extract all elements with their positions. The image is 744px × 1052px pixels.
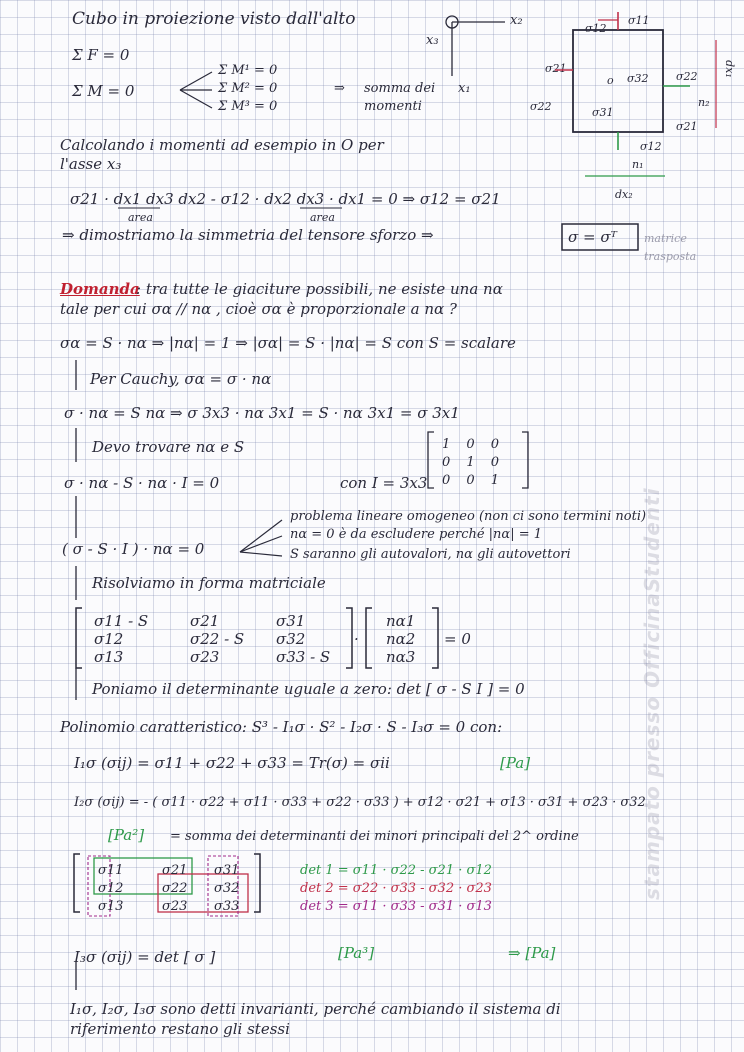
diag-s21-right: σ21 xyxy=(676,120,698,133)
minor-31: σ13 xyxy=(98,899,124,914)
sigma-alpha-line: σα = S · nα ⇒ |nα| = 1 ⇒ |σα| = S · |nα| = S con S = scalare xyxy=(60,334,516,352)
unit-Pa3: [Pa³] xyxy=(338,944,375,962)
per-cauchy: Per Cauchy, σα = σ · nα xyxy=(90,370,272,388)
axis-x3-label: x₃ xyxy=(426,33,439,48)
diag-s11: σ11 xyxy=(628,14,650,27)
minor-12: σ21 xyxy=(162,863,188,878)
area-label-2: area xyxy=(310,211,335,224)
axis-x1-label: x₁ xyxy=(458,81,471,96)
matrix-13: σ31 xyxy=(276,612,306,630)
vector-1: nα1 xyxy=(386,612,416,630)
page-title: Cubo in proiezione visto dall'alto xyxy=(72,9,356,29)
vector-3: nα3 xyxy=(386,648,416,666)
diag-o: o xyxy=(607,74,614,87)
unit-Pa2: [Pa²] xyxy=(108,826,145,844)
minor-32: σ23 xyxy=(162,899,188,914)
domanda-text-2: tale per cui σα // nα , cioè σα è proporzionale a nα ? xyxy=(60,300,457,318)
matrix-31: σ13 xyxy=(94,648,124,666)
identity-row-2: 0 1 0 xyxy=(442,455,506,470)
diag-s32: σ32 xyxy=(627,72,649,85)
domanda-text-1: : tra tutte le giaciture possibili, ne esiste una nα xyxy=(136,280,503,298)
somma-determinanti: = somma dei determinanti dei minori principali del 2^ ordine xyxy=(170,829,579,844)
matrix-33: σ33 - S xyxy=(276,648,331,666)
minor-22: σ22 xyxy=(162,881,188,896)
unit-Pa-last: ⇒ [Pa] xyxy=(508,944,556,962)
diag-s22-left: σ22 xyxy=(530,100,552,113)
matrix-eq-zero: = 0 xyxy=(444,630,471,648)
transpose-note: matrice trasposta xyxy=(644,232,697,263)
minor-11: σ11 xyxy=(98,863,124,878)
invarianti-line-2: riferimento restano gli stessi xyxy=(70,1020,290,1038)
risolviamo: Risolviamo in forma matriciale xyxy=(92,574,326,592)
moment-eq-1: Σ M¹ = 0 xyxy=(218,63,278,78)
symmetry-statement: ⇒ dimostriamo la simmetria del tensore sforzo ⇒ xyxy=(62,226,434,244)
axis-x2-label: x₂ xyxy=(510,13,523,28)
matrix-32: σ23 xyxy=(190,648,220,666)
invariant-I3: I₃σ (σij) = det [ σ ] xyxy=(74,948,216,966)
diag-n2: n₂ xyxy=(698,96,710,109)
diag-dx1: dx₁ xyxy=(722,60,736,78)
identity-row-3: 0 0 1 xyxy=(442,473,506,488)
matrix-21: σ12 xyxy=(94,630,124,648)
moment-equilibrium: Σ M = 0 xyxy=(72,82,135,100)
diag-s22: σ22 xyxy=(676,70,698,83)
matrix-22: σ22 - S xyxy=(190,630,245,648)
diag-s12-bottom: σ12 xyxy=(640,140,662,153)
problema-lineare: problema lineare omogeneo (non ci sono termini noti) xyxy=(290,509,647,524)
det-2: det 2 = σ22 · σ33 - σ32 · σ23 xyxy=(300,881,492,896)
vector-2: nα2 xyxy=(386,630,416,648)
diag-s21: σ21 xyxy=(545,62,567,75)
moment-equation: σ21 · dx1 dx3 dx2 - σ12 · dx2 dx3 · dx1 = 0 ⇒ σ12 = σ21 xyxy=(70,190,501,208)
implies-arrow: ⇒ xyxy=(334,81,345,96)
diag-s12: σ12 xyxy=(585,22,607,35)
autovalori-note: S saranno gli autovalori, nα gli autovettori xyxy=(290,547,571,562)
poniamo: Poniamo il determinante uguale a zero: det [ σ - S I ] = 0 xyxy=(92,680,525,698)
substitution-line: σ · nα - S · nα · I = 0 xyxy=(64,474,220,492)
calc-line-1: Calcolando i momenti ad esempio in O per xyxy=(60,136,384,154)
minor-23: σ32 xyxy=(214,881,240,896)
watermark: stampato presso OfficinaStudenti xyxy=(640,487,664,900)
devo-trovare: Devo trovare nα e S xyxy=(92,438,245,456)
diag-dx2: dx₂ xyxy=(615,188,633,201)
symmetry-result: σ = σᵀ xyxy=(568,228,617,246)
identity-row-1: 1 0 0 xyxy=(442,437,506,452)
unit-Pa: [Pa] xyxy=(500,754,531,772)
matrix-23: σ32 xyxy=(276,630,306,648)
det-3: det 3 = σ11 · σ33 - σ31 · σ13 xyxy=(300,899,492,914)
invariant-I1: I₁σ (σij) = σ11 + σ22 + σ33 = Tr(σ) = σii xyxy=(74,754,390,772)
somma-label: somma dei momenti xyxy=(364,81,436,114)
n-zero-note: nα = 0 è da escludere perché |nα| = 1 xyxy=(290,527,543,542)
polinomio: Polinomio caratteristico: S³ - I₁σ · S² - I₂σ · S - I₃σ = 0 con: xyxy=(60,718,503,736)
sigma-n-line: σ · nα = S nα ⇒ σ 3x3 · nα 3x1 = S · nα 3x1 = σ 3x1 xyxy=(64,404,460,422)
factored-line: ( σ - S · I ) · nα = 0 xyxy=(62,540,205,558)
moment-eq-2: Σ M² = 0 xyxy=(218,81,278,96)
area-label-1: area xyxy=(128,211,153,224)
det-1: det 1 = σ11 · σ22 - σ21 · σ12 xyxy=(300,863,492,878)
diag-s31: σ31 xyxy=(592,106,614,119)
matrix-11: σ11 - S xyxy=(94,612,149,630)
diag-n1: n₁ xyxy=(632,158,644,171)
minor-21: σ12 xyxy=(98,881,124,896)
invarianti-line-1: I₁σ, I₂σ, I₃σ sono detti invarianti, perché cambiando il sistema di xyxy=(70,1000,561,1018)
invariant-I2: I₂σ (σij) = - ( σ11 · σ22 + σ11 · σ33 + σ22 · σ33 ) + σ12 · σ21 + σ13 · σ31 + σ23 · σ32 xyxy=(74,795,646,810)
force-equilibrium: Σ F = 0 xyxy=(72,46,130,64)
matrix-dot: · xyxy=(354,630,359,648)
minor-33: σ33 xyxy=(214,899,240,914)
identity-con: con I = 3x3 xyxy=(340,474,428,492)
matrix-12: σ21 xyxy=(190,612,220,630)
calc-line-2: l'asse x₃ xyxy=(60,155,122,173)
minor-13: σ31 xyxy=(214,863,240,878)
moment-eq-3: Σ M³ = 0 xyxy=(218,99,278,114)
domanda-label: Domanda xyxy=(60,280,140,298)
